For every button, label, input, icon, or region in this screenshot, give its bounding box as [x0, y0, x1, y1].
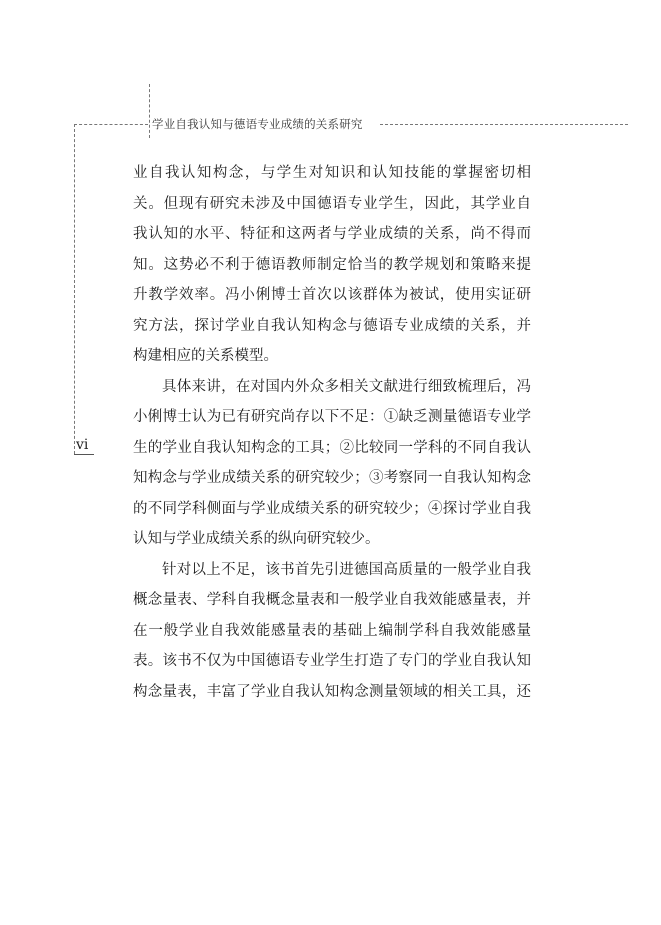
- paragraph-3: [133, 555, 531, 708]
- text-line: 认知与学业成绩关系的纵向研究较少。: [133, 531, 380, 547]
- header-rule-right: [380, 124, 628, 125]
- paragraph-1: [133, 158, 531, 372]
- text-line: 在一般学业自我效能感量表的基础上编制学科自我效能感量: [133, 622, 531, 639]
- text-line: 业自我认知构念，与学生对知识和认知技能的掌握密切相: [133, 165, 531, 181]
- page-number: vi: [76, 437, 89, 453]
- body-text: [133, 158, 531, 707]
- text-line: 构建相应的关系模型。: [133, 348, 278, 364]
- text-line: 具体来讲，在对国内外众多相关文献进行细致梳理后，冯: [162, 378, 531, 395]
- text-line: 的不同学科侧面与学业成绩关系的研究较少；④探讨学业自我: [133, 500, 531, 517]
- text-line: 构念量表，丰富了学业自我认知构念测量领域的相关工具，还: [133, 683, 531, 700]
- text-line: 生的学业自我认知构念的工具；②比较同一学科的不同自我认: [133, 439, 531, 456]
- text-line: 小俐博士认为已有研究尚存以下不足：①缺乏测量德语专业学: [133, 409, 531, 425]
- margin-vertical-rule: [74, 124, 75, 454]
- header-rule-left: [74, 124, 148, 125]
- text-line: 知构念与学业成绩关系的研究较少；③考察同一自我认知构念: [133, 470, 531, 486]
- text-line: 知。这势必不利于德语教师制定恰当的教学规划和策略来提: [133, 256, 531, 273]
- text-line: 表。该书不仅为中国德语专业学生打造了专门的学业自我认知: [133, 653, 531, 669]
- text-line: 升教学效率。冯小俐博士首次以该群体为被试，使用实证研: [133, 287, 531, 303]
- page-number-underline: [74, 454, 94, 455]
- text-line: 概念量表、学科自我概念量表和一般学业自我效能感量表，并: [133, 592, 531, 608]
- paragraph-2: [133, 372, 531, 555]
- running-head-title: 学业自我认知与德语专业成绩的关系研究: [152, 117, 363, 131]
- text-line: 关。但现有研究未涉及中国德语专业学生，因此，其学业自: [133, 195, 531, 212]
- text-line: 针对以上不足，该书首先引进德国高质量的一般学业自我: [162, 561, 531, 578]
- text-line: 我认知的水平、特征和这两者与学业成绩的关系，尚不得而: [133, 226, 531, 242]
- header-vertical-rule: [149, 84, 150, 138]
- text-line: 究方法，探讨学业自我认知构念与德语专业成绩的关系，并: [133, 317, 531, 334]
